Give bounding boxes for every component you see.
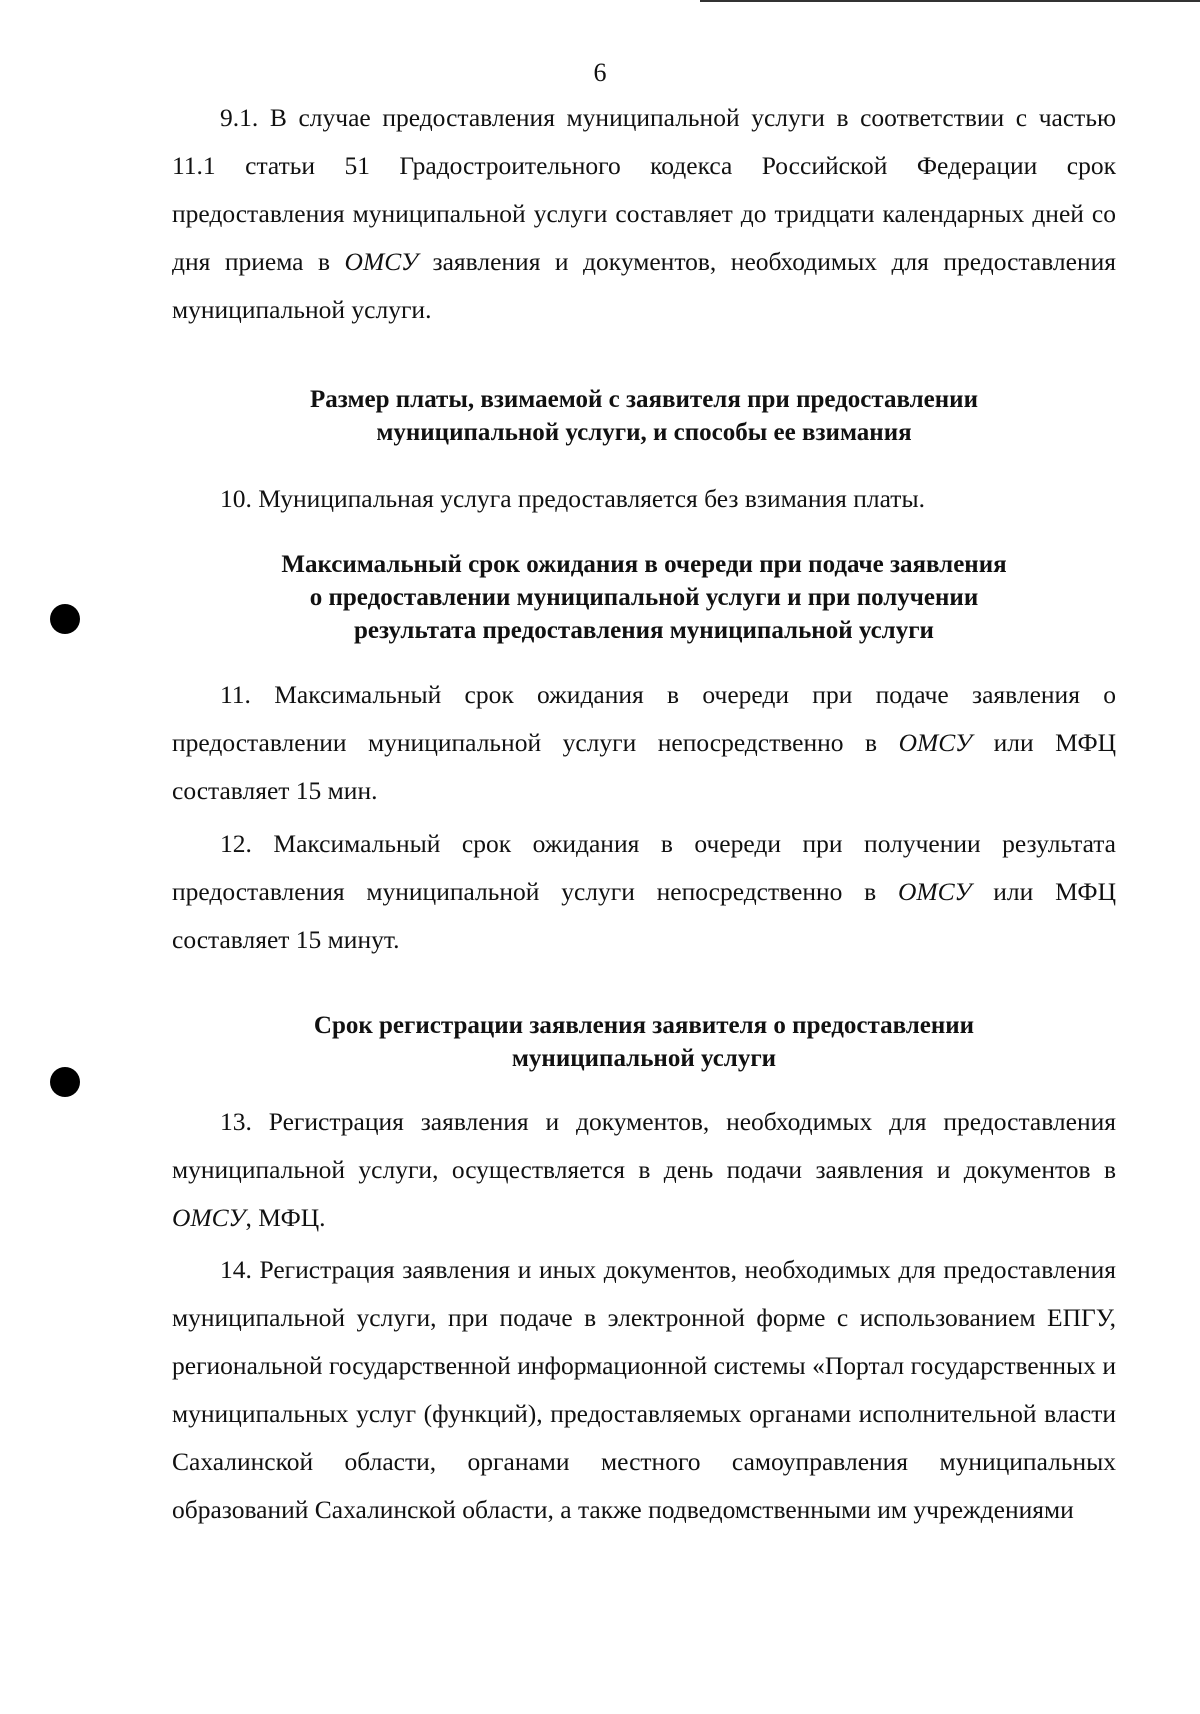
p14-text: 14. Регистрация заявления и иных документов, необходимых для предоставления муниципальной услуги, при подаче в электронной форме с использованием ЕПГУ, региональной государственной информационной системы «Портал государственных и муниципальных услуг (функций), предоставляемых органами исполнительной власти Сахалинской области, органами местного самоуправления муниципальных образований Сахалинской области, а также подведомственными им учреждениями: [172, 1255, 1116, 1524]
heading-wait: [172, 548, 1116, 647]
paragraph-13: [172, 1098, 1116, 1242]
punch-hole-mark: [50, 1067, 80, 1097]
heading-registration-line2: муниципальной услуги: [511, 1045, 777, 1072]
p13-text-b: , МФЦ.: [245, 1203, 326, 1232]
scan-top-edge: [700, 0, 1200, 2]
p13-omsu: ОМСУ: [172, 1203, 246, 1232]
heading-wait-line3: результата предоставления муниципальной услуги: [354, 617, 934, 644]
heading-wait-line1: Максимальный срок ожидания в очереди при подаче заявления: [281, 551, 1007, 578]
heading-registration-line1: Срок регистрации заявления заявителя о предоставлении: [313, 1012, 975, 1039]
paragraph-14: [172, 1246, 1116, 1534]
p12-omsu: ОМСУ: [898, 877, 972, 906]
paragraph-12: [172, 820, 1116, 964]
paragraph-11: [172, 671, 1116, 815]
heading-fee-line2: муниципальной услуги, и способы ее взимания: [376, 419, 912, 446]
p11-text-a: 11. Максимальный срок ожидания в очереди при подаче заявления о предоставлении муниципальной услуги непосредственно в: [172, 680, 1116, 757]
p13-text-a: 13. Регистрация заявления и документов, необходимых для предоставления муниципальной услуги, осуществляется в день подачи заявления и документов в: [172, 1107, 1116, 1184]
p12-text-a: 12. Максимальный срок ожидания в очереди при получении результата предоставления муниципальной услуги непосредственно в: [172, 829, 1116, 906]
paragraph-10: [172, 475, 1116, 523]
p9-1-text-a: 9.1. В случае предоставления муниципальной услуги в соответствии с частью 11.1 статьи 51 Градостроительного кодекса Российской Федерации срок предоставления муниципальной услуги составляет до тридцати календарных дней со дня приема в: [172, 103, 1116, 276]
heading-fee: [172, 383, 1116, 449]
p9-1-omsu: ОМСУ: [344, 247, 419, 276]
heading-registration: [172, 1009, 1116, 1075]
punch-hole-mark: [50, 604, 80, 634]
p12-text-b: или МФЦ составляет 15 минут.: [172, 877, 1116, 954]
p10-text: 10. Муниципальная услуга предоставляется без взимания платы.: [220, 484, 925, 513]
p11-omsu: ОМСУ: [898, 728, 973, 757]
page-number: 6: [593, 58, 607, 87]
p9-1-text-b: заявления и документов, необходимых для предоставления муниципальной услуги.: [172, 247, 1116, 324]
heading-wait-line2: о предоставлении муниципальной услуги и при получении: [309, 584, 979, 611]
paragraph-9-1: [172, 94, 1116, 334]
heading-fee-line1: Размер платы, взимаемой с заявителя при предоставлении: [310, 386, 978, 413]
p11-text-b: или МФЦ составляет 15 мин.: [172, 728, 1117, 805]
